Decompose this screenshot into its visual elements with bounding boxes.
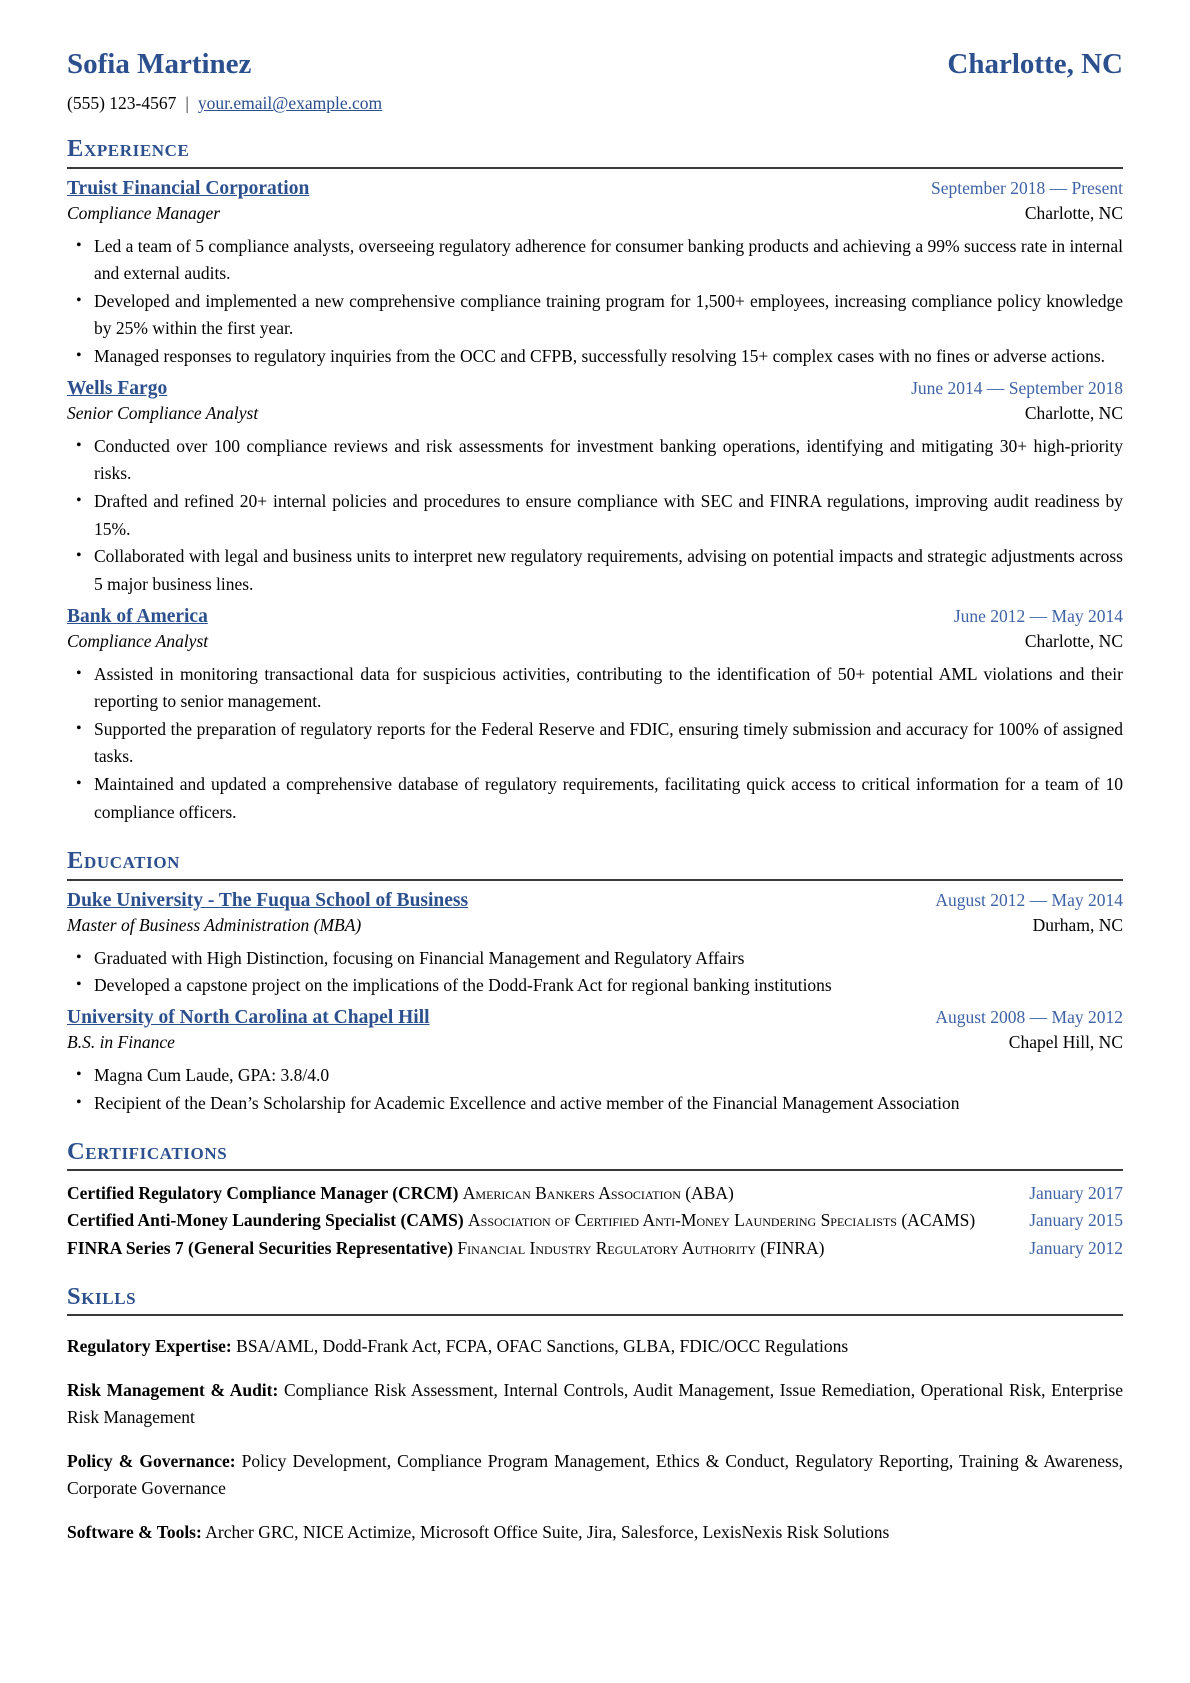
entry-dates: June 2012 — May 2014 bbox=[953, 605, 1123, 626]
degree-name: Master of Business Administration (MBA) bbox=[67, 914, 362, 935]
bullet-item: • Conducted over 100 compliance reviews and risk assessments for investment banking operations, identifying and mitigating 30+ high-priority risks. bbox=[67, 433, 1123, 488]
bullet-item: • Graduated with High Distinction, focusing on Financial Management and Regulatory Affairs bbox=[67, 945, 1123, 973]
bullet-item: • Developed a capstone project on the implications of the Dodd-Frank Act for regional banking institutions bbox=[67, 972, 1123, 1000]
bullet-list bbox=[67, 433, 1123, 599]
skill-label: Regulatory Expertise: bbox=[67, 1335, 232, 1356]
entry-dates: August 2008 — May 2012 bbox=[935, 1006, 1123, 1027]
entry-role: Senior Compliance Analyst bbox=[67, 402, 259, 423]
contact-line bbox=[67, 93, 1123, 114]
experience-entry bbox=[67, 178, 1123, 371]
skill-text: Policy Development, Compliance Program Management, Ethics & Conduct, Regulatory Reporting, Training & Awareness, Corporate Governance bbox=[67, 1451, 1124, 1499]
bullet-item: • Drafted and refined 20+ internal policies and procedures to ensure compliance with SEC and FINRA regulations, improving audit readiness by 15%. bbox=[67, 488, 1123, 543]
section-title-certifications: Certifications bbox=[67, 1138, 228, 1166]
certification-item bbox=[67, 1180, 1123, 1207]
skill-text: BSA/AML, Dodd-Frank Act, FCPA, OFAC Sanctions, GLBA, FDIC/OCC Regulations bbox=[236, 1335, 849, 1356]
bullet-item: • Maintained and updated a comprehensive database of regulatory requirements, facilitating quick access to critical information for a team of 10 compliance officers. bbox=[67, 771, 1123, 826]
section-title-education: Education bbox=[67, 847, 181, 875]
certification-name: FINRA Series 7 (General Securities Representative) bbox=[67, 1237, 454, 1258]
entry-dates: August 2012 — May 2014 bbox=[935, 889, 1123, 910]
skill-text: Archer GRC, NICE Actimize, Microsoft Office Suite, Jira, Salesforce, LexisNexis Risk Solutions bbox=[205, 1522, 890, 1543]
experience-entry bbox=[67, 378, 1123, 599]
link-duke-university[interactable]: Duke University - The Fuqua School of Business bbox=[67, 889, 469, 911]
link-wells-fargo[interactable]: Wells Fargo bbox=[67, 377, 168, 399]
header bbox=[67, 48, 1123, 81]
bullet-item: • Managed responses to regulatory inquiries from the OCC and CFPB, successfully resolving 15+ complex cases with no fines or adverse actions. bbox=[67, 343, 1123, 371]
certification-date: January 2012 bbox=[1029, 1237, 1123, 1258]
bullet-item: • Collaborated with legal and business units to interpret new regulatory requirements, advising on potential impacts and strategic adjustments across 5 major business lines. bbox=[67, 543, 1123, 598]
link-unc-chapel-hill[interactable]: University of North Carolina at Chapel Hill bbox=[67, 1006, 430, 1028]
skill-category bbox=[67, 1519, 1123, 1546]
entry-location: Durham, NC bbox=[1032, 914, 1123, 935]
candidate-name: Sofia Martinez bbox=[67, 48, 252, 80]
email-link[interactable]: your.email@example.com bbox=[197, 93, 383, 114]
header-location: Charlotte, NC bbox=[947, 48, 1123, 80]
bullet-item: • Magna Cum Laude, GPA: 3.8/4.0 bbox=[67, 1062, 1123, 1090]
entry-role: Compliance Analyst bbox=[67, 630, 209, 651]
section-divider bbox=[67, 1169, 1123, 1171]
education-entry bbox=[67, 1007, 1123, 1117]
entry-location: Chapel Hill, NC bbox=[1008, 1031, 1123, 1052]
link-truist-financial[interactable]: Truist Financial Corporation bbox=[67, 177, 310, 199]
entry-role: Compliance Manager bbox=[67, 202, 221, 223]
entry-location: Charlotte, NC bbox=[1024, 202, 1123, 223]
degree-name: B.S. in Finance bbox=[67, 1031, 175, 1052]
link-bank-of-america[interactable]: Bank of America bbox=[67, 605, 208, 627]
section-divider bbox=[67, 879, 1123, 881]
certification-item bbox=[67, 1235, 1123, 1262]
bullet-item: • Led a team of 5 compliance analysts, overseeing regulatory adherence for consumer banking products and achieving a 99% success rate in internal and external audits. bbox=[67, 233, 1123, 288]
section-title-experience: Experience bbox=[67, 135, 190, 163]
skill-category bbox=[67, 1448, 1123, 1502]
bullet-item: • Developed and implemented a new comprehensive compliance training program for 1,500+ employees, increasing compliance policy knowledge by 25% within the first year. bbox=[67, 288, 1123, 343]
experience-entry bbox=[67, 606, 1123, 827]
bullet-list bbox=[67, 1062, 1123, 1117]
section-divider bbox=[67, 167, 1123, 169]
bullet-list bbox=[67, 945, 1123, 1000]
section-title-skills: Skills bbox=[67, 1282, 137, 1310]
education-entry bbox=[67, 890, 1123, 1000]
skill-label: Risk Management & Audit: bbox=[67, 1379, 279, 1400]
bullet-list bbox=[67, 661, 1123, 827]
bullet-item: • Assisted in monitoring transactional data for suspicious activities, contributing to the identification of 50+ potential AML violations and their reporting to senior management. bbox=[67, 661, 1123, 716]
skill-category bbox=[67, 1377, 1123, 1431]
bullet-item: • Supported the preparation of regulatory reports for the Federal Reserve and FDIC, ensuring timely submission and accuracy for 100% of assigned tasks. bbox=[67, 716, 1123, 771]
certification-org: American Bankers Association (ABA) bbox=[462, 1183, 734, 1204]
skill-category bbox=[67, 1333, 1123, 1360]
certification-name: Certified Anti-Money Laundering Specialist (CAMS) bbox=[67, 1210, 464, 1231]
bullet-item: • Recipient of the Dean’s Scholarship for Academic Excellence and active member of the Financial Management Association bbox=[67, 1090, 1123, 1118]
skill-label: Software & Tools: bbox=[67, 1522, 202, 1543]
certification-org: Financial Industry Regulatory Authority (FINRA) bbox=[457, 1237, 825, 1258]
skill-text: Compliance Risk Assessment, Internal Controls, Audit Management, Issue Remediation, Operational Risk, Enterprise Risk Management bbox=[67, 1379, 1124, 1428]
entry-location: Charlotte, NC bbox=[1024, 402, 1123, 423]
phone-number: (555) 123-4567 bbox=[67, 93, 177, 114]
entry-location: Charlotte, NC bbox=[1024, 630, 1123, 651]
skill-label: Policy & Governance: bbox=[67, 1451, 236, 1472]
contact-separator: | bbox=[185, 93, 189, 114]
entry-dates: September 2018 — Present bbox=[931, 177, 1123, 198]
certification-date: January 2017 bbox=[1029, 1183, 1123, 1204]
certification-name: Certified Regulatory Compliance Manager (CRCM) bbox=[67, 1183, 459, 1204]
certification-org: Association of Certified Anti-Money Laundering Specialists (ACAMS) bbox=[468, 1210, 976, 1231]
certification-item bbox=[67, 1207, 1123, 1234]
bullet-list bbox=[67, 233, 1123, 371]
certification-date: January 2015 bbox=[1029, 1210, 1123, 1231]
section-divider bbox=[67, 1314, 1123, 1316]
entry-dates: June 2014 — September 2018 bbox=[911, 377, 1123, 398]
